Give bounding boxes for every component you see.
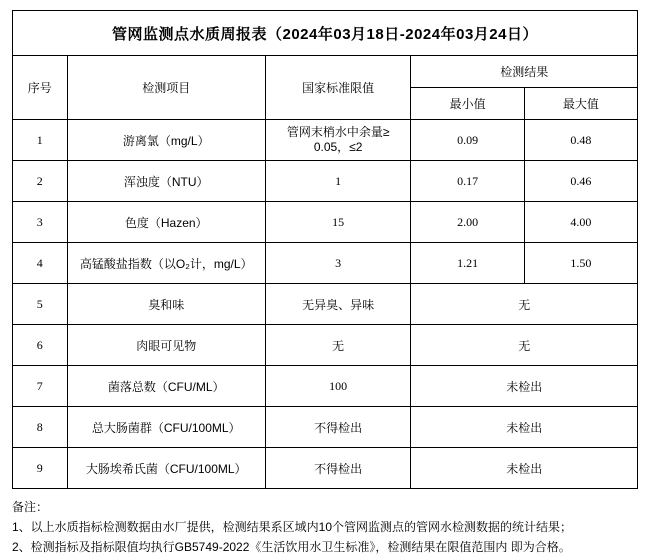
row-standard-line1: 管网末梢水中余量≥ (286, 125, 390, 139)
row-seq: 6 (13, 325, 68, 366)
row-standard: 无异臭、异味 (265, 284, 411, 325)
table-row (13, 325, 638, 366)
row-item: 臭和味 (67, 284, 265, 325)
table-row (13, 243, 638, 284)
row-item: 高锰酸盐指数（以O₂计，mg/L） (67, 243, 265, 284)
row-seq: 7 (13, 366, 68, 407)
row-standard (265, 120, 411, 161)
row-item: 总大肠菌群（CFU/100ML） (67, 407, 265, 448)
header-max: 最大值 (524, 88, 637, 120)
row-result: 未检出 (411, 448, 638, 489)
notes-line-1: 1、以上水质指标检测数据由水厂提供，检测结果系区域内10个管网监测点的管网水检测数据的统计结果； (12, 519, 573, 534)
row-seq: 8 (13, 407, 68, 448)
row-item: 肉眼可见物 (67, 325, 265, 366)
table-row (13, 161, 638, 202)
notes-label: 备注： (12, 500, 49, 514)
row-item: 大肠埃希氏菌（CFU/100ML） (67, 448, 265, 489)
header-min: 最小值 (411, 88, 524, 120)
table-row (13, 202, 638, 243)
header-result: 检测结果 (411, 56, 638, 88)
row-seq: 3 (13, 202, 68, 243)
row-standard: 15 (265, 202, 411, 243)
row-standard: 无 (265, 325, 411, 366)
row-result: 无 (411, 284, 638, 325)
header-seq: 序号 (13, 56, 68, 120)
notes-section (12, 498, 638, 557)
row-seq: 5 (13, 284, 68, 325)
row-min: 1.21 (411, 243, 524, 284)
notes-line-2: 2、检测指标及指标限值均执行GB5749-2022《生活饮用水卫生标准》，检测结果在限值范围内 即为合格。 (12, 539, 571, 554)
row-min: 0.17 (411, 161, 524, 202)
row-standard: 1 (265, 161, 411, 202)
row-item: 色度（Hazen） (67, 202, 265, 243)
water-quality-table (12, 55, 638, 489)
header-item: 检测项目 (67, 56, 265, 120)
table-header-row-1 (13, 56, 638, 88)
row-result: 未检出 (411, 366, 638, 407)
row-standard: 100 (265, 366, 411, 407)
row-item: 菌落总数（CFU/ML） (67, 366, 265, 407)
row-seq: 2 (13, 161, 68, 202)
header-standard: 国家标准限值 (265, 56, 411, 120)
row-max: 1.50 (524, 243, 637, 284)
row-max: 0.46 (524, 161, 637, 202)
row-standard: 3 (265, 243, 411, 284)
row-item: 游离氯（mg/L） (67, 120, 265, 161)
row-standard: 不得检出 (265, 448, 411, 489)
row-item: 浑浊度（NTU） (67, 161, 265, 202)
table-row (13, 407, 638, 448)
page-title: 管网监测点水质周报表（2024年03月18日-2024年03月24日） (112, 25, 538, 43)
row-max: 0.48 (524, 120, 637, 161)
table-row (13, 448, 638, 489)
row-seq: 9 (13, 448, 68, 489)
report-title-box (12, 10, 638, 55)
table-row (13, 366, 638, 407)
row-standard: 不得检出 (265, 407, 411, 448)
row-standard-line2: 0.05，≤2 (313, 140, 363, 154)
row-min: 0.09 (411, 120, 524, 161)
row-result: 未检出 (411, 407, 638, 448)
table-row (13, 120, 638, 161)
row-result: 无 (411, 325, 638, 366)
row-min: 2.00 (411, 202, 524, 243)
table-row (13, 284, 638, 325)
row-seq: 1 (13, 120, 68, 161)
row-max: 4.00 (524, 202, 637, 243)
row-seq: 4 (13, 243, 68, 284)
